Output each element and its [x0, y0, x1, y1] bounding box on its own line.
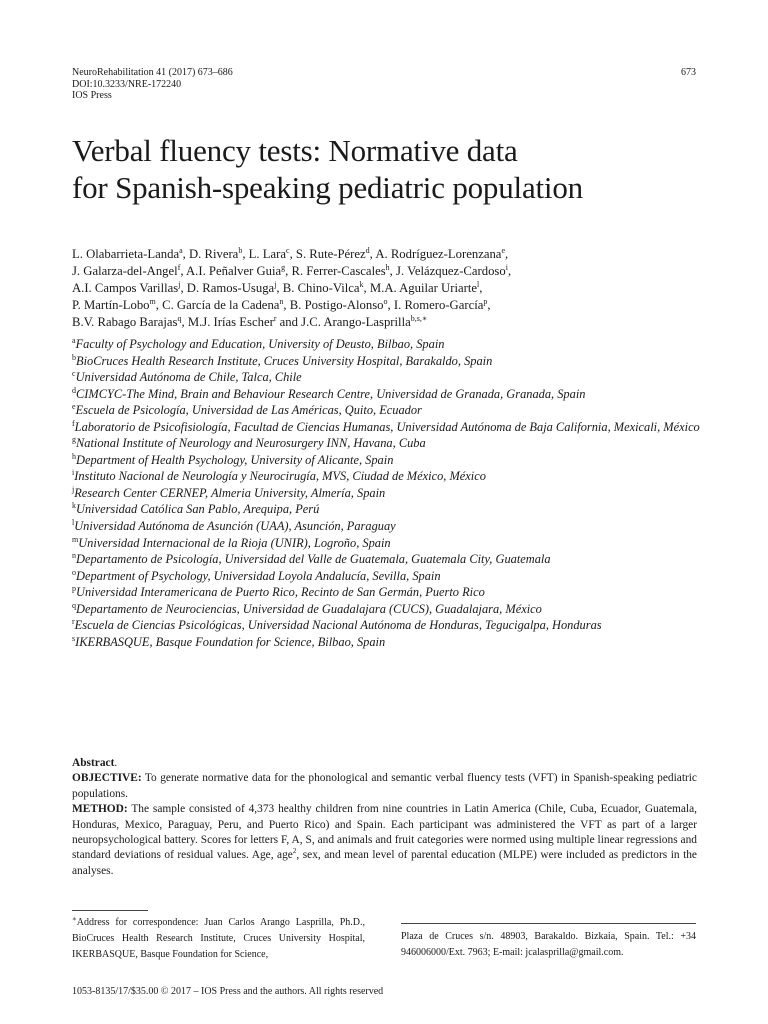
objective-label: OBJECTIVE: — [72, 772, 142, 785]
affiliation-key: a — [72, 336, 76, 345]
affiliation-text: Department of Health Psychology, University of Alicante, Spain — [76, 452, 394, 467]
affiliation-text: Universidad Autónoma de Chile, Talca, Chile — [75, 370, 302, 385]
method-text-1: The sample consisted of 4,373 healthy children from nine countries in Latin America (Chile, Cuba, Ecuador, Guatemala, Honduras, Mexico, Paraguay, Peru, and Puerto Rico) and Spain. Each participant was administered the VFT as part of a larger neuropsychological battery. Scores for letters F, A, S, and animals and fruit categories were normed using multiple linear regressions and standard deviations of residual values. Age, age — [72, 803, 697, 862]
author-name: J. Velázquez-Cardoso — [396, 264, 506, 278]
affiliation — [72, 584, 702, 601]
affiliation-text: IKERBASQUE, Basque Foundation for Science, Bilbao, Spain — [75, 634, 386, 649]
author-name: A. Rodríguez-Lorenzana — [375, 247, 502, 261]
author-list: L. Olabarrieta-Landa$^a$, D. Rivera$^b$, L. Lara$^c$, S. Rute-Pérez$^d$, A. Rodríguez-Lorenzana$^e$, J. Galarza-del-Angel$^f$, A.I. Peñalver Guia$^g$, R. Ferrer-Cascales$^h$, J. Velázquez-Cardoso$^i$, A.I. Campos Varillas$^j$, D. Ramos-Usuga$^j$, B. Chino-Vilca$^k$, M.A. Aguilar Uriarte$^l$, P. Martín-Lobo$^m$, C. García de la Cadena$^n$, B. Postigo-Alonso$^o$, I. Romero-García$^p$, B.V. Rabago Barajas$^q$, M.J. Irías Escher$^r$ and J.C. Arango-Lasprilla$^{b,s,∗}$ — [72, 246, 512, 329]
author — [188, 315, 277, 329]
affiliation-text: Universidad Internacional de la Rioja (UNIR), Logroño, Spain — [78, 535, 391, 550]
author-affiliation-mark: i — [505, 263, 508, 272]
author — [249, 247, 290, 261]
abstract-heading-end: . — [114, 757, 118, 769]
footnote-right: Plaza de Cruces s/n. 48903, Barakaldo. Bizkaia, Spain. Tel.: +34 946006000/Ext. 7963; E-mail: jcalasprilla@gmail.com. — [401, 931, 696, 958]
affiliation-key: i — [72, 468, 75, 478]
abstract-heading-label: Abstract — [72, 757, 115, 769]
affiliation-text: Laboratorio de Psicofisiología, Facultad de Ciencias Humanas, Universidad Autónoma de Baja California, Mexicali, México — [74, 419, 700, 434]
author — [162, 298, 283, 312]
affiliation-text: Departamento de Psicología, Universidad del Valle de Guatemala, Guatemala City, Guatemala — [76, 552, 551, 567]
page-number: 673 — [681, 67, 696, 78]
author-affiliation-mark: d — [365, 246, 370, 255]
author — [296, 247, 370, 261]
author-affiliation-mark: g — [281, 263, 286, 272]
affiliation — [72, 601, 702, 618]
author-name: S. Rute-Pérez — [295, 247, 366, 261]
affiliation — [72, 419, 702, 436]
author — [396, 264, 508, 278]
copyright-line: 1053-8135/17/$35.00 © 2017 – IOS Press and the authors. All rights reserved — [72, 986, 384, 997]
author — [394, 298, 487, 312]
affiliation-key: d — [72, 385, 76, 395]
author — [301, 315, 427, 329]
author-affiliation-mark: m — [149, 297, 156, 306]
affiliation-text: Universidad Interamericana de Puerto Rico, Recinto de San Germán, Puerto Rico — [76, 585, 485, 600]
author — [72, 247, 183, 261]
affiliation-key: m — [72, 534, 79, 544]
method-text-2: , sex, and mean level of parental education (MLPE) were included as predictors in the analyses. — [72, 849, 697, 877]
author-name: B.V. Rabago Barajas — [72, 315, 178, 329]
author — [72, 281, 180, 295]
affiliation-text: Department of Psychology, Universidad Loyola Andalucía, Sevilla, Spain — [76, 568, 441, 583]
paper-title — [72, 132, 712, 206]
affiliation — [72, 452, 702, 469]
author-affiliation-mark: j — [178, 280, 181, 289]
affiliation-key: b — [72, 352, 76, 362]
author-affiliation-mark: a — [179, 246, 183, 255]
doi: DOI:10.3233/NRE-172240 — [72, 78, 182, 90]
author-name: B. Chino-Vilca — [282, 281, 360, 295]
affiliation — [72, 468, 702, 485]
author — [292, 264, 390, 278]
author-affiliation-mark: b — [238, 246, 243, 255]
affiliation-text: Universidad Autónoma de Asunción (UAA), Asunción, Paraguay — [74, 519, 396, 534]
footnote-left — [72, 915, 365, 962]
affiliation — [72, 501, 702, 518]
footnote-left-text: Address for correspondence: Juan Carlos Arango Lasprilla, Ph.D., BioCruces Health Research Institute, Cruces University Hospital, IKERBASQUE, Basque Foundation for Science, — [72, 917, 365, 960]
affiliation-key: g — [72, 435, 76, 445]
author-name: M.J. Irías Escher — [187, 315, 274, 329]
author-affiliation-mark: o — [383, 297, 388, 306]
author-affiliation-mark: h — [385, 263, 390, 272]
author-name: P. Martín-Lobo — [72, 298, 150, 312]
author-name: L. Lara — [248, 247, 286, 261]
affiliation — [72, 353, 702, 370]
author-affiliation-mark: b,s,∗ — [410, 314, 428, 323]
affiliation — [72, 386, 702, 403]
affiliation-key: s — [72, 633, 76, 643]
affiliation-key: q — [72, 600, 76, 610]
author — [189, 247, 242, 261]
author-name: M.A. Aguilar Uriarte — [369, 281, 477, 295]
abstract-objective — [72, 771, 697, 802]
author-affiliation-mark: l — [477, 280, 480, 289]
author-name: J. Galarza-del-Angel — [72, 264, 178, 278]
affiliation — [72, 535, 702, 552]
affiliation-text: BioCruces Health Research Institute, Cruces University Hospital, Barakaldo, Spain — [76, 353, 493, 368]
affiliation-text: Escuela de Psicología, Universidad de Las Américas, Quito, Ecuador — [75, 403, 422, 418]
affiliation — [72, 485, 702, 502]
affiliation-key: p — [72, 584, 76, 594]
author-name: A.I. Campos Varillas — [72, 281, 179, 295]
author-affiliation-mark: n — [279, 297, 284, 306]
abstract-heading — [72, 756, 697, 771]
affiliation-text: CIMCYC-The Mind, Brain and Behaviour Research Centre, Universidad de Granada, Granada, Spain — [76, 386, 586, 401]
author-name: L. Olabarrieta-Landa — [72, 247, 180, 261]
affiliation-text: Universidad Católica San Pablo, Arequipa, Perú — [76, 502, 320, 517]
affiliation — [72, 634, 702, 651]
author — [370, 281, 479, 295]
affiliation — [72, 617, 702, 634]
affiliation — [72, 568, 702, 585]
author-affiliation-mark: f — [177, 263, 181, 272]
affiliation-text: Faculty of Psychology and Education, University of Deusto, Bilbao, Spain — [75, 337, 445, 351]
author — [72, 315, 181, 329]
footnote-rule — [72, 910, 148, 911]
affiliation-key: o — [72, 567, 76, 577]
author — [283, 281, 364, 295]
affiliation — [72, 435, 702, 452]
affiliation-key: k — [72, 501, 76, 511]
title-line-2: for Spanish-speaking pediatric population — [72, 170, 583, 205]
abstract-method — [72, 802, 697, 879]
author — [290, 298, 388, 312]
author-name: B. Postigo-Alonso — [289, 298, 384, 312]
author-name: D. Ramos-Usuga — [186, 281, 275, 295]
publisher: IOS Press — [72, 90, 112, 101]
author-affiliation-mark: e — [501, 246, 506, 255]
method-label: METHOD: — [72, 803, 128, 816]
author — [72, 264, 180, 278]
abstract — [72, 756, 697, 879]
affiliation-text: Departamento de Neurociencias, Universidad de Guadalajara (CUCS), Guadalajara, México — [76, 601, 542, 616]
author — [72, 298, 156, 312]
title-line-1: Verbal fluency tests: Normative data — [72, 133, 518, 168]
author-name: J.C. Arango-Lasprilla — [301, 315, 411, 329]
affiliation-key: n — [72, 551, 76, 561]
author-name: R. Ferrer-Cascales — [291, 264, 386, 278]
author-name: A.I. Peñalver Guia — [186, 264, 282, 278]
author-affiliation-mark: k — [359, 280, 364, 289]
affiliation-text: Instituto Nacional de Neurología y Neurocirugía, MVS, Ciudad de México, México — [74, 469, 486, 484]
affiliation-key: r — [72, 617, 75, 627]
footnote-marker: ∗ — [72, 915, 77, 923]
author-name: C. García de la Cadena — [162, 298, 280, 312]
author — [186, 264, 285, 278]
affiliation — [72, 402, 702, 419]
affiliation-key: l — [72, 518, 75, 528]
affiliation — [72, 551, 702, 568]
author — [375, 247, 505, 261]
affiliation-key: j — [72, 484, 75, 494]
affiliation-key: e — [72, 402, 76, 412]
author-name: D. Rivera — [188, 247, 239, 261]
affiliation — [72, 369, 702, 386]
author-name: I. Romero-García — [393, 298, 484, 312]
affiliation-key: c — [72, 369, 76, 379]
author-affiliation-mark: q — [177, 314, 182, 323]
author-affiliation-mark: p — [483, 297, 488, 306]
affiliation-text: Research Center CERNEP, Almeria University, Almería, Spain — [74, 485, 386, 500]
author-affiliation-mark: c — [286, 246, 290, 255]
affiliation-key: f — [72, 418, 75, 428]
author-affiliation-mark: j — [274, 280, 277, 289]
journal-metadata — [72, 67, 233, 102]
affiliation-text: National Institute of Neurology and Neurosurgery INN, Havana, Cuba — [76, 436, 426, 451]
author-affiliation-mark: r — [273, 314, 277, 323]
affiliation — [72, 518, 702, 535]
author — [187, 281, 277, 295]
journal-citation: NeuroRehabilitation 41 (2017) 673–686 — [72, 67, 233, 78]
affiliation-list — [72, 336, 702, 650]
method-superscript: 2 — [292, 847, 297, 856]
affiliation-text: Escuela de Ciencias Psicológicas, Universidad Nacional Autónoma de Honduras, Tegucigalpa, Honduras — [74, 618, 602, 633]
affiliation — [72, 336, 702, 353]
footnote-rule-right — [401, 923, 696, 924]
affiliation-key: h — [72, 451, 76, 461]
objective-text: To generate normative data for the phonological and semantic verbal fluency tests (VFT) in Spanish-speaking pediatric populations. — [72, 772, 697, 800]
